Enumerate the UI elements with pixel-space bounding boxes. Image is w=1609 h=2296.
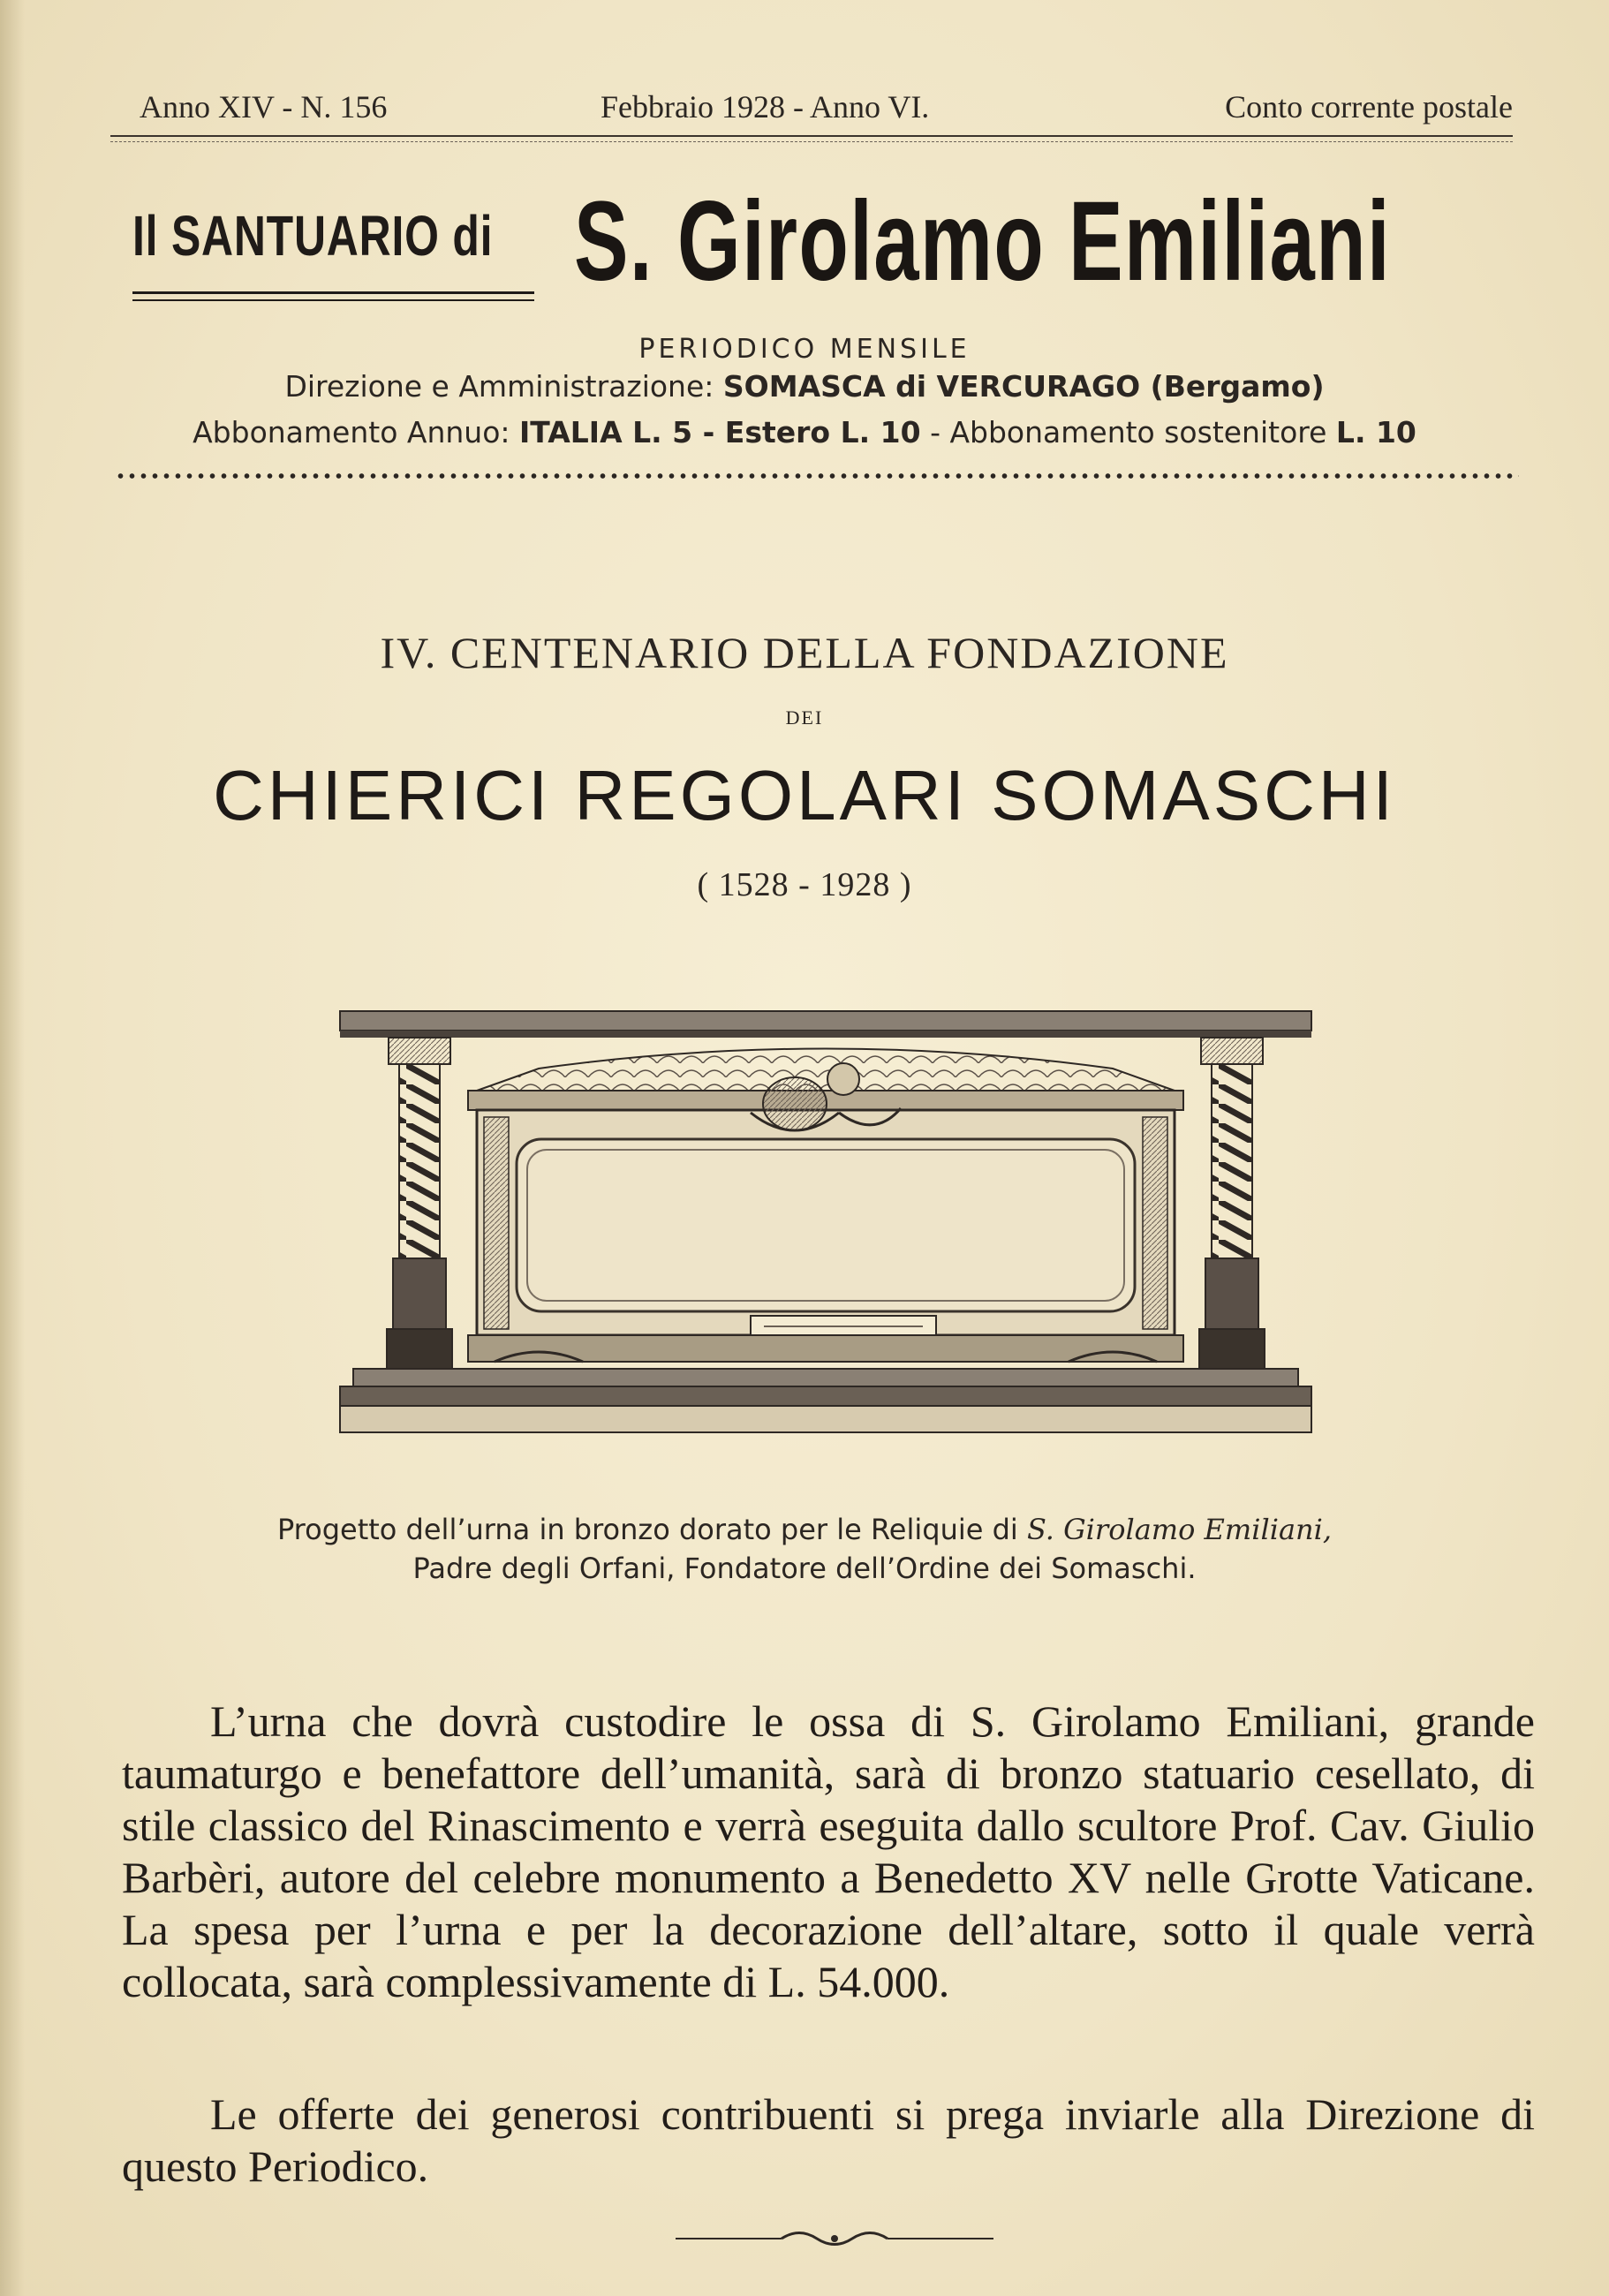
- article-paragraph: L’urna che dovrà custodire le ossa di S. Girolamo Emiliani, grande taumaturgo e benefattore dell’umanità, sarà di bronzo statuario cesellato, di stile classico del Rinascimento e verrà eseguita dallo scultore Prof. Cav. Giulio Barbèri, autore del celebre monumento a Benedetto XV nelle Grotte Vaticane. La spesa per l’urna e per la decorazione dell’altare, sotto il quale verrà collocata, sarà complessivamente di L. 54.000.: [122, 1696, 1535, 2006]
- urn-engraving-image: [336, 1007, 1316, 1466]
- article-years: ( 1528 - 1928 ): [697, 866, 912, 903]
- article-paragraph: Le offerte dei generosi contribuenti si prega inviarle alla Direzione di questo Periodico.: [122, 2089, 1535, 2191]
- periodical-frequency: PERIODICO MENSILE: [638, 334, 971, 365]
- end-ornament: [676, 2225, 993, 2252]
- masthead-underline: [132, 291, 534, 301]
- caption-saint-name: S. Girolamo Emiliani,: [1026, 1513, 1333, 1546]
- direzione-label: Direzione e Amministrazione:: [284, 369, 714, 404]
- caption-text: Progetto dell’urna in bronzo dorato per le Reliquie di: [276, 1513, 1018, 1546]
- image-caption-line1: [0, 1513, 1609, 1546]
- abbonamento-value: ITALIA L. 5 - Estero L. 10: [519, 415, 921, 449]
- masthead-title: S. Girolamo Emiliani: [574, 178, 1392, 305]
- dotted-separator: [115, 472, 1519, 480]
- direzione-value: SOMASCA di VERCURAGO (Bergamo): [722, 369, 1325, 404]
- issue-info-line: [110, 88, 1513, 132]
- article-heading-dei: DEI: [785, 706, 824, 729]
- issue-number: Anno XIV - N. 156: [140, 89, 388, 125]
- masthead-title-small: Il SANTUARIO di: [132, 204, 494, 268]
- issue-date: Febbraio 1928 - Anno VI.: [601, 89, 930, 125]
- article-heading-centenario: IV. CENTENARIO DELLA FONDAZIONE: [380, 628, 1229, 677]
- sostenitore-value: L. 10: [1335, 415, 1416, 449]
- article-title: CHIERICI REGOLARI SOMASCHI: [213, 756, 1396, 835]
- management-address: [0, 369, 1609, 404]
- header-rule: [110, 135, 1513, 137]
- header-rule-dashed: [110, 141, 1513, 142]
- image-caption-line2: Padre degli Orfani, Fondatore dell’Ordine dei Somaschi.: [412, 1552, 1197, 1585]
- postal-account: Conto corrente postale: [1225, 89, 1513, 125]
- subscription-info: [0, 415, 1609, 449]
- sostenitore-label: - Abbonamento sostenitore: [930, 415, 1327, 449]
- abbonamento-label: Abbonamento Annuo:: [193, 415, 510, 449]
